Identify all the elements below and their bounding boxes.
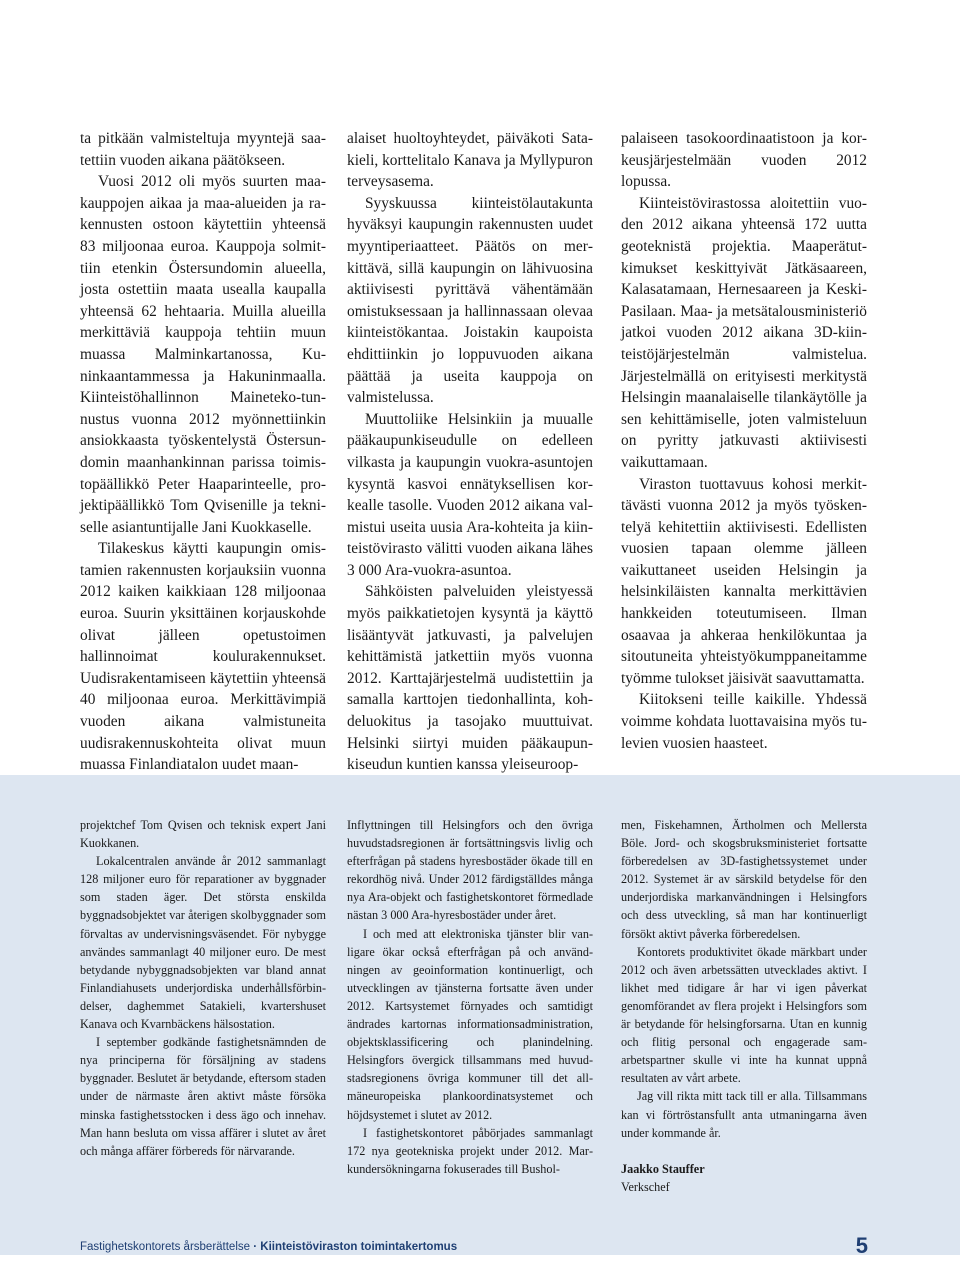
finnish-column-3-paragraphs [621,128,867,754]
swedish-col2-paragraph: I och med att elektroniska tjänster blir vanligare ökar också efterfrågan på och användningen av geoinformation kontinuerligt, och utvecklingen av tjänsterna fortsatte även under 2012. Kartsystemet förnyades och samtidigt ändrades kartornas informationsadministration, objektsklassificering och planindelning. Helsingfors övergick tillsammans med huvudstadsregionens övriga kommuner till det allmäneuropeiska plankoordinatsystemet och höjdsystemet i slutet av 2012. [347,926,593,1122]
finnish-col2-paragraph: alaiset huoltoyhteydet, päiväkoti Satakieli, korttelitalo Kanava ja Myllypuron terveysasema. [347,130,593,191]
finnish-col3-paragraph: Kiinteistövirastossa aloitettiin vuoden 2012 aikana yhteensä 172 uutta geoteknistä projektia. Maaperätutkimukset keskittyivät Jätkäsaareen, Kalasatamaan, Hernesaareen ja Keski-Pasilaan. Maa- ja metsätalousministeriö jatkoi vuoden 2012 aikana 3D-kiinteistöjärjestelmän valmistelua. Järjestelmällä on erityisesti merkitystä Helsingin maanalaiselle tilankäytölle ja sen kehittämiselle, joten valmisteluun on pyritty jatkuvasti aktiivisesti vaikuttamaan. [621,194,867,471]
swedish-column-1 [80,816,326,1160]
finnish-col3-paragraph: Viraston tuottavuus kohosi merkittävästi vuonna 2012 ja myös työskentelyä kehitettiin aktiivisesti. Edellisten vuosien tapaan olemme jälleen vaikuttaneet useiden Helsingin ja helsinkiläisten kannalta merkittävien hankkeiden toteutumiseen. Ilman osaavaa ja ahkeraa henkilökuntaa ja sitoutuneita yhteistyökumppaneitamme työmme tulokset jäisivät saavuttamatta. [621,475,867,687]
finnish-col2-paragraph: Syyskuussa kiinteistölautakunta hyväksyi kaupungin rakennusten uudet myyntiperiaatteet. Päätös on merkittävä, sillä kaupungin on lähivuosina aktiivisesti pyrittävä vähentämään omistuksessaan ja hallinnassaan olevaa kiinteistökantaa. Joistakin kaupoista ehdittiinkin jo loppuvuoden aikana päättää ja useita kauppoja on valmistelussa. [347,194,593,407]
swedish-col2-paragraph: I fastighetskontoret påbörjades sammanlagt 172 nya geotekniska projekt under 2012. Markundersökningarna fokuserades till Bushol- [347,1125,593,1176]
swedish-column-2 [347,816,593,1178]
footer-title-swedish: Fastighetskontorets årsberättelse [80,1241,251,1253]
swedish-signature-title: Verkschef [621,1179,670,1194]
finnish-col2-paragraph: Muuttoliike Helsinkiin ja muualle pääkaupunkiseudulle on edelleen vilkasta ja kaupungin vuokra-asuntojen kysyntä kasvoi ennätyksellisen korkealle tasolle. Vuoden 2012 aikana valmistui useita uusia Ara-kohteita ja kiinteistövirasto välitti vuoden aikana lähes 3 000 Ara-vuokra-asuntoa. [347,410,593,579]
finnish-col1-paragraph: Tilakeskus käytti kaupungin omistamien rakennusten korjauksiin vuonna 2012 kaiken kaikkiaan 128 miljoonaa euroa. Suurin yksittäinen korjauskohde olivat jälleen opetustoimen hallinnoimat koulurakennukset. Uudisrakentamiseen käytettiin yhteensä 40 miljoonaa euroa. Merkittävimpiä vuoden aikana valmistuneita uudisrakennuskohteita olivat muun muassa Finlandiatalon uudet maan- [80,540,326,774]
swedish-signature-name: Jaakko Stauffer [621,1161,705,1176]
finnish-col1-paragraph: Vuosi 2012 oli myös suurten maakauppojen aikaa ja maa-alueiden ja rakennusten ostoon käytettiin yhteensä 83 miljoonaa euroa. Kauppoja solmittiin etenkin Östersundomin alueella, josta ostettiin maata usealla kaupalla yhteensä 62 hehtaaria. Muilla alueilla merkittäviä kauppoja tehtiin muun muassa Malminkartanossa, Kuninkaantammessa ja Hakuninmaalla. Kiinteistöhallinnon Maineteko-tunnustus vuonna 2012 myönnettiinkin ansiokkaasta työskentelystä Östersundomin maanhankinnan parissa toimistopäällikkö Peter Haaparinteelle, projektipäällikkö Tom Qvisenille ja tekniselle asiantuntijalle Jani Kuokkaselle. [80,173,326,536]
swedish-column-3 [621,816,867,1196]
swedish-col2-paragraph: Inflyttningen till Helsingfors och den övriga huvudstadsregionen är fortsättningsvis livlig och efterfrågan på stadens hyresbostäder ökade till en rekordhög nivå. Under 2012 färdigställdes många nya Ara-objekt och fastighetskontoret förmedlade nästan 3 000 Ara-hyresbostäder under året. [347,818,593,923]
finnish-col2-paragraph: Sähköisten palveluiden yleistyessä myös paikkatietojen kysyntä ja käyttö lisääntyvät jatkuvasti, ja palvelujen kehittämistä jatkettiin myös vuonna 2012. Karttajärjestelmä uudistettiin ja samalla karttojen tiedonhallinta, kohdeluokitus ja tasojako muuttuivat. Helsinki siirtyi muiden pääkaupunkiseudun kuntien kanssa yleiseuroop- [347,583,593,774]
finnish-column-1 [80,128,326,776]
swedish-col3-paragraph: Jag vill rikta mitt tack till er alla. Tillsammans kan vi förtröstansfullt anta utmaningarna även under kommande år. [621,1089,867,1140]
swedish-col1-paragraph: projektchef Tom Qvisen och teknisk expert Jani Kuokkanen. [80,818,326,851]
swedish-col1-paragraph: I september godkände fastighetsnämnden de nya principerna för försäljning av stadens byggnader. Beslutet är betydande, eftersom staden under de närmaste åren aktivt måste försöka minska fastighetsstocken i dess ägo och innehav. Man hann besluta om vissa affärer i slutet av året och många affärer förbereds för närvarande. [80,1035,326,1158]
swedish-col3-paragraph: men, Fiskehamnen, Ärtholmen och Mellersta Böle. Jord- och skogsbruksministeriet fortsatte förberedelsen av 3D-fastighetssystemet under 2012. Systemet är av särskild betydelse för den underjordiska markanvändningen i Helsingfors och dess utveckling, så man har kontinuerligt försökt aktivt påverka förberedelsen. [621,818,867,941]
finnish-col3-paragraph: palaiseen tasokoordinaatistoon ja korkeusjärjestelmään vuoden 2012 lopussa. [621,130,867,191]
page-number: 5 [855,1233,868,1258]
footer-publication-title [80,1241,457,1253]
page-footer [80,1233,880,1261]
swedish-col1-paragraph: Lokalcentralen använde år 2012 sammanlagt 128 miljoner euro för reparationer av byggnader som staden äger. Det största enskilda byggnadsobjektet var återigen skolbyggnader som förvaltas av undervisningsväsendet. För nybygge användes sammanlagt 40 miljoner euro. De mest betydande nybyggnadsobjekten var bland annat Finlandiahusets underjordiska underhållsförbindelser, daghemmet Satakieli, kvartershuset Kanava och Kvarnbäckens hälsostation. [80,854,326,1032]
footer-title-finnish: Kiinteistöviraston toimintakertomus [260,1241,458,1253]
footer-separator: · [253,1241,258,1253]
swedish-column-3-paragraphs [621,816,867,1142]
swedish-col3-paragraph: Kontorets produktivitet ökade märkbart under 2012 och även arbetssätten utvecklades aktivt. I likhet med tidigare år har vi igen påverkat genomförandet av flera projekt i Helsingfors som är betydande för helsingforsarna. Utan en kunnig och flitig personal och engagerade samarbetspartner skulle vi inte ha kunnat uppnå resultaten av vårt arbete. [621,944,867,1086]
finnish-col1-paragraph: ta pitkään valmisteltuja myyntejä saatettiin vuoden aikana päätökseen. [80,130,326,169]
finnish-col3-paragraph: Kiitokseni teille kaikille. Yhdessä voimme kohdata luottavaisina myös tulevien vuosien haasteet. [621,691,867,752]
finnish-column-3 [621,128,867,818]
finnish-column-2 [347,128,593,776]
